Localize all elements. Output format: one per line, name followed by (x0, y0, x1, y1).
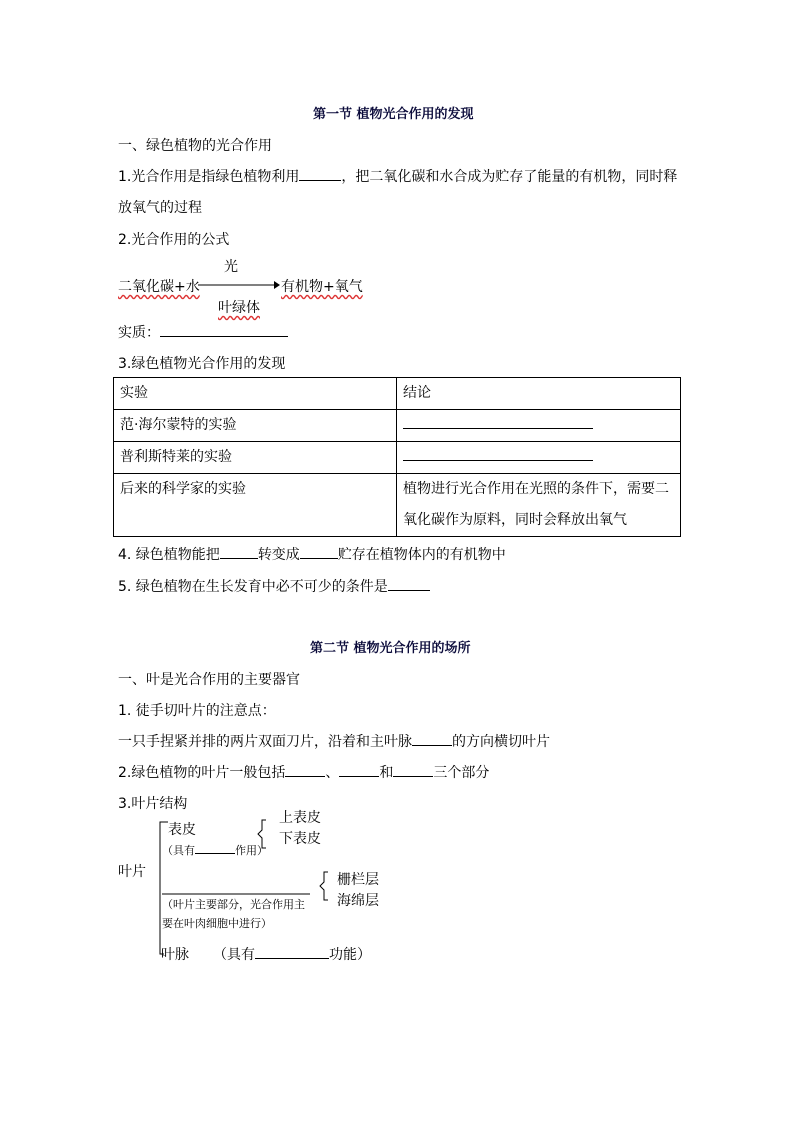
answer-blank[interactable] (300, 544, 338, 559)
discovery-table (113, 377, 681, 537)
question-5-text: 5. 绿色植物在生长发育中必不可少的条件是 (118, 579, 388, 595)
diagram-mesophyll-note-2: 要在叶肉细胞中进行） (162, 917, 272, 930)
table-row (114, 442, 681, 474)
answer-blank[interactable] (285, 762, 325, 777)
leaf-parts-text-d: 三个部分 (433, 765, 490, 781)
diagram-mesophyll-note-1: （叶片主要部分，光合作用主 (162, 898, 305, 911)
question-4 (118, 544, 506, 564)
essence-label: 实质： (118, 325, 160, 341)
cutting-text-b: 的方向横切叶片 (452, 734, 550, 750)
answer-blank[interactable] (299, 166, 341, 181)
conclusion-line-1: 植物进行光合作用在光照的条件下，需要二 (403, 481, 669, 497)
diagram-vein: 叶脉 (161, 947, 189, 963)
table-cell-experiment: 范·海尔蒙特的实验 (114, 410, 397, 442)
vein-note-a: （具有 (213, 947, 255, 963)
conclusion-blank[interactable] (403, 446, 593, 461)
diagram-spongy: 海绵层 (337, 893, 379, 909)
answer-blank[interactable] (388, 576, 430, 591)
answer-blank[interactable] (339, 762, 379, 777)
section2-title: 第二节 植物光合作用的场所 (310, 641, 471, 656)
table-cell-conclusion (397, 442, 681, 474)
section2-heading: 一、叶是光合作用的主要器官 (118, 672, 300, 688)
table-cell-conclusion (397, 410, 681, 442)
table-cell-conclusion (397, 474, 681, 537)
question-3: 3.绿色植物光合作用的发现 (118, 356, 286, 372)
formula-reactants: 二氧化碳+水 (118, 279, 200, 295)
table-header-row (114, 378, 681, 410)
section2-question-3: 3.叶片结构 (118, 796, 188, 812)
leaf-parts-text-a: 2.绿色植物的叶片一般包括 (118, 765, 286, 781)
essence-blank[interactable] (160, 322, 288, 337)
cutting-text-a: 一只手捏紧并排的两片双面刀片，沿着和主叶脉 (118, 734, 412, 750)
conclusion-blank[interactable] (403, 414, 593, 429)
table-cell-experiment: 后来的科学家的实验 (114, 474, 397, 537)
diagram-upper-epidermis: 上表皮 (279, 810, 321, 826)
question-4-text-a: 4. 绿色植物能把 (118, 547, 220, 563)
section1-title: 第一节 植物光合作用的发现 (313, 107, 474, 122)
answer-blank[interactable] (255, 944, 329, 959)
essence-line (118, 322, 288, 342)
table-cell-experiment: 普利斯特莱的实验 (114, 442, 397, 474)
question-5 (118, 576, 430, 596)
question-2: 2.光合作用的公式 (118, 232, 230, 248)
leaf-parts-text-c: 和 (379, 765, 394, 781)
formula-products: 有机物+氧气 (281, 279, 363, 295)
answer-blank[interactable] (195, 842, 235, 854)
question-4-text-b: 转变成 (257, 547, 300, 563)
epidermis-note-a: （具有 (162, 844, 195, 857)
formula-condition-light: 光 (224, 259, 238, 275)
section2-question-1-text (118, 731, 550, 751)
question-4-text-c: 贮存在植物体内的有机物中 (337, 547, 506, 563)
table-row (114, 410, 681, 442)
diagram-vein-line (161, 944, 371, 964)
question-1-text-a: 1.光合作用是指绿色植物利用 (118, 169, 300, 185)
section1-heading: 一、绿色植物的光合作用 (118, 138, 272, 154)
answer-blank[interactable] (220, 544, 258, 559)
table-header-experiment: 实验 (114, 378, 397, 410)
diagram-palisade: 栅栏层 (337, 872, 379, 888)
question-1-text-b: ，把二氧化碳和水合成为贮存了能量的有机物，同时释 (341, 169, 678, 185)
answer-blank[interactable] (412, 731, 452, 746)
section2-question-2 (118, 762, 489, 782)
conclusion-line-2: 氧化碳作为原料，同时会释放出氧气 (403, 512, 627, 528)
diagram-epidermis: 表皮 (168, 822, 196, 838)
diagram-lower-epidermis: 下表皮 (279, 831, 321, 847)
epidermis-note-b: 作用） (235, 844, 268, 857)
diagram-epidermis-note (162, 842, 268, 858)
formula-condition-chloroplast: 叶绿体 (218, 300, 260, 316)
section2-question-1: 1. 徒手切叶片的注意点： (118, 703, 276, 719)
table-row (114, 474, 681, 537)
answer-blank[interactable] (393, 762, 433, 777)
table-header-conclusion: 结论 (397, 378, 681, 410)
leaf-parts-text-b: 、 (325, 765, 340, 781)
formula-arrow (198, 280, 280, 290)
diagram-root-leaf: 叶片 (118, 864, 146, 880)
question-1 (118, 166, 677, 186)
question-1-line2: 放氧气的过程 (118, 200, 202, 216)
vein-note-b: 功能） (329, 947, 371, 963)
